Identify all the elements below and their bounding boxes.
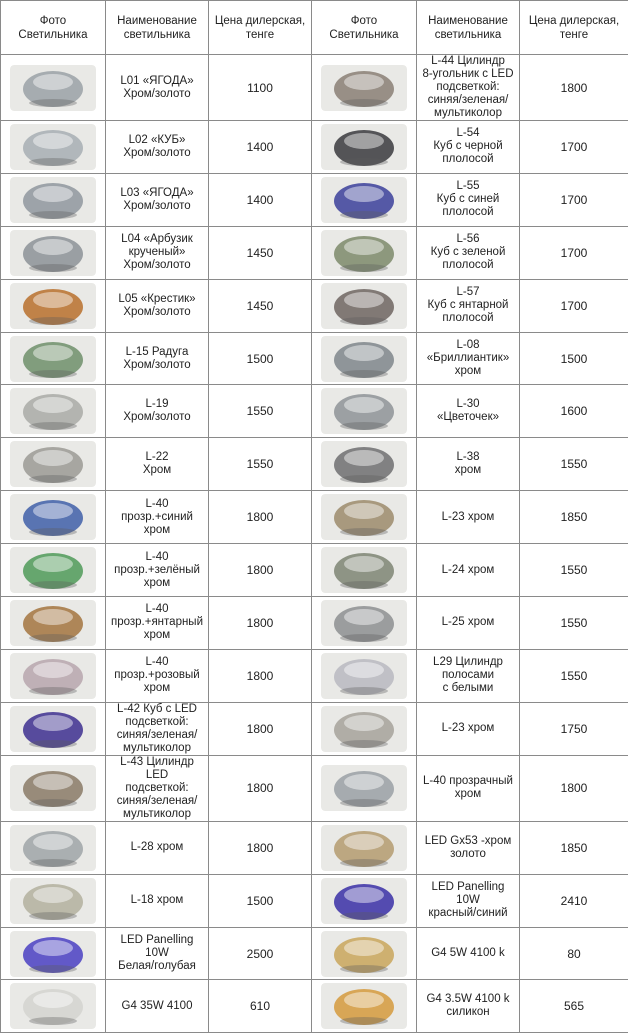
product-name: L-22 Хром: [106, 438, 209, 491]
product-name: LED Gx53 -хром золото: [417, 821, 520, 874]
product-name: L-23 хром: [417, 702, 520, 755]
product-photo-cell: [1, 121, 106, 174]
product-photo-cell: [312, 980, 417, 1033]
product-photo-cell: [312, 332, 417, 385]
product-photo: [321, 765, 407, 811]
product-photo-cell: [1, 279, 106, 332]
product-price: 1800: [209, 702, 312, 755]
product-price: 1700: [520, 173, 628, 226]
product-price: 1800: [209, 649, 312, 702]
product-name: LED Panelling 10W красный/синий: [417, 874, 520, 927]
product-photo-cell: [1, 927, 106, 980]
product-name: L-38 хром: [417, 438, 520, 491]
product-photo-cell: [1, 874, 106, 927]
table-row: [1, 279, 628, 332]
table-row: [1, 438, 628, 491]
product-photo-cell: [1, 702, 106, 755]
product-photo: [10, 653, 96, 699]
product-photo: [321, 124, 407, 170]
product-price: 1850: [520, 491, 628, 544]
product-name: L-43 Цилиндр LED подсветкой: синяя/зеленая/ мультиколор: [106, 755, 209, 821]
product-photo: [321, 388, 407, 434]
product-name: L04 «Арбузик крученый» Хром/золото: [106, 226, 209, 279]
product-photo-cell: [312, 821, 417, 874]
product-photo: [10, 600, 96, 646]
product-price: 1800: [209, 597, 312, 650]
product-photo: [321, 931, 407, 977]
header-price: Цена дилерская, тенге: [520, 1, 628, 55]
product-name: L03 «ЯГОДА» Хром/золото: [106, 173, 209, 226]
table-row: [1, 702, 628, 755]
product-photo-cell: [1, 755, 106, 821]
table-row: [1, 649, 628, 702]
product-photo-cell: [312, 121, 417, 174]
product-price: 1600: [520, 385, 628, 438]
product-photo: [321, 983, 407, 1029]
product-name: L-44 Цилиндр 8-угольник с LED подсветкой: синяя/зеленая/ мультиколор: [417, 55, 520, 121]
product-photo-cell: [312, 702, 417, 755]
product-photo: [10, 124, 96, 170]
product-price: 1750: [520, 702, 628, 755]
product-photo: [321, 230, 407, 276]
product-price: 1800: [209, 491, 312, 544]
product-photo: [321, 441, 407, 487]
product-photo: [321, 878, 407, 924]
product-photo: [10, 494, 96, 540]
table-row: [1, 173, 628, 226]
product-price: 80: [520, 927, 628, 980]
table-row: [1, 755, 628, 821]
product-photo: [321, 653, 407, 699]
table-row: [1, 491, 628, 544]
product-price: 1800: [209, 755, 312, 821]
product-price: 1800: [209, 544, 312, 597]
product-photo: [321, 283, 407, 329]
product-photo: [321, 494, 407, 540]
product-price: 1550: [520, 597, 628, 650]
product-photo-cell: [312, 438, 417, 491]
product-photo-cell: [1, 55, 106, 121]
product-name: G4 3.5W 4100 k силикон: [417, 980, 520, 1033]
product-photo-cell: [312, 544, 417, 597]
product-photo-cell: [312, 491, 417, 544]
product-name: G4 5W 4100 k: [417, 927, 520, 980]
product-price: 1700: [520, 121, 628, 174]
product-photo: [10, 706, 96, 752]
product-photo-cell: [312, 173, 417, 226]
table-row: [1, 821, 628, 874]
product-photo-cell: [312, 649, 417, 702]
product-price: 1550: [209, 438, 312, 491]
product-photo: [10, 230, 96, 276]
product-photo-cell: [312, 874, 417, 927]
product-price: 1800: [209, 821, 312, 874]
product-photo-cell: [1, 491, 106, 544]
product-price: 1500: [209, 874, 312, 927]
product-name: L-19 Хром/золото: [106, 385, 209, 438]
product-photo: [321, 336, 407, 382]
product-photo: [321, 825, 407, 871]
product-photo: [321, 706, 407, 752]
product-price: 1550: [520, 649, 628, 702]
product-photo-cell: [1, 332, 106, 385]
product-price: 1700: [520, 279, 628, 332]
product-photo: [10, 931, 96, 977]
product-photo: [321, 177, 407, 223]
product-photo-cell: [312, 597, 417, 650]
product-name: G4 35W 4100: [106, 980, 209, 1033]
product-price: 1550: [520, 544, 628, 597]
product-price: 565: [520, 980, 628, 1033]
table-row: [1, 226, 628, 279]
product-name: L-40 прозрачный хром: [417, 755, 520, 821]
header-price: Цена дилерская, тенге: [209, 1, 312, 55]
product-price: 1800: [520, 755, 628, 821]
product-photo: [10, 441, 96, 487]
table-row: [1, 385, 628, 438]
product-photo-cell: [312, 55, 417, 121]
header-row: [1, 1, 628, 55]
product-photo-cell: [1, 597, 106, 650]
product-photo: [10, 388, 96, 434]
product-price: 1700: [520, 226, 628, 279]
product-photo: [10, 65, 96, 111]
product-price: 1800: [520, 55, 628, 121]
table-row: [1, 927, 628, 980]
product-photo: [10, 547, 96, 593]
product-photo-cell: [312, 927, 417, 980]
product-photo-cell: [1, 226, 106, 279]
product-photo-cell: [1, 385, 106, 438]
table-row: [1, 597, 628, 650]
product-name: L-40 прозр.+зелёный хром: [106, 544, 209, 597]
table-row: [1, 544, 628, 597]
product-photo-cell: [1, 821, 106, 874]
table-row: [1, 121, 628, 174]
header-name: Наименование светильника: [417, 1, 520, 55]
product-photo: [10, 177, 96, 223]
product-name: L05 «Крестик» Хром/золото: [106, 279, 209, 332]
product-price: 1550: [209, 385, 312, 438]
product-name: LED Panelling 10W Белая/голубая: [106, 927, 209, 980]
product-price: 1450: [209, 226, 312, 279]
product-name: L-30 «Цветочек»: [417, 385, 520, 438]
product-photo: [10, 825, 96, 871]
product-price: 1850: [520, 821, 628, 874]
product-photo-cell: [312, 755, 417, 821]
header-photo: Фото Светильника: [312, 1, 417, 55]
product-price: 610: [209, 980, 312, 1033]
product-photo-cell: [1, 980, 106, 1033]
product-price: 1100: [209, 55, 312, 121]
product-name: L-28 хром: [106, 821, 209, 874]
product-photo: [10, 336, 96, 382]
product-name: L-40 прозр.+розовый хром: [106, 649, 209, 702]
product-price: 1450: [209, 279, 312, 332]
product-photo-cell: [1, 649, 106, 702]
product-photo-cell: [1, 438, 106, 491]
product-name: L29 Цилиндр полосами с белыми: [417, 649, 520, 702]
product-photo-cell: [312, 279, 417, 332]
product-photo: [10, 878, 96, 924]
product-name: L-23 хром: [417, 491, 520, 544]
header-name: Наименование светильника: [106, 1, 209, 55]
product-price: 2500: [209, 927, 312, 980]
product-photo: [10, 283, 96, 329]
product-price: 1400: [209, 121, 312, 174]
product-photo: [10, 983, 96, 1029]
product-name: L-54 Куб с черной плолосой: [417, 121, 520, 174]
product-photo-cell: [312, 385, 417, 438]
table-row: [1, 332, 628, 385]
product-price: 1500: [520, 332, 628, 385]
product-name: L-57 Куб с янтарной плолосой: [417, 279, 520, 332]
product-photo: [321, 600, 407, 646]
product-name: L-56 Куб с зеленой плолосой: [417, 226, 520, 279]
product-name: L02 «КУБ» Хром/золото: [106, 121, 209, 174]
product-name: L-25 хром: [417, 597, 520, 650]
product-photo-cell: [1, 173, 106, 226]
table-row: [1, 55, 628, 121]
product-photo-cell: [1, 544, 106, 597]
product-name: L-08 «Бриллиантик» хром: [417, 332, 520, 385]
product-name: L-42 Куб с LED подсветкой: синяя/зеленая/ мультиколор: [106, 702, 209, 755]
table-row: [1, 874, 628, 927]
product-price: 1400: [209, 173, 312, 226]
product-price: 1500: [209, 332, 312, 385]
product-name: L-40 прозр.+синий хром: [106, 491, 209, 544]
header-photo: Фото Светильника: [1, 1, 106, 55]
product-photo-cell: [312, 226, 417, 279]
product-price: 1550: [520, 438, 628, 491]
product-photo: [321, 65, 407, 111]
product-photo: [10, 765, 96, 811]
product-name: L-15 Радуга Хром/золото: [106, 332, 209, 385]
table-row: [1, 980, 628, 1033]
product-name: L-55 Куб с синей плолосой: [417, 173, 520, 226]
product-name: L01 «ЯГОДА» Хром/золото: [106, 55, 209, 121]
product-name: L-24 хром: [417, 544, 520, 597]
product-photo: [321, 547, 407, 593]
product-name: L-40 прозр.+янтарный хром: [106, 597, 209, 650]
product-name: L-18 хром: [106, 874, 209, 927]
product-price: 2410: [520, 874, 628, 927]
